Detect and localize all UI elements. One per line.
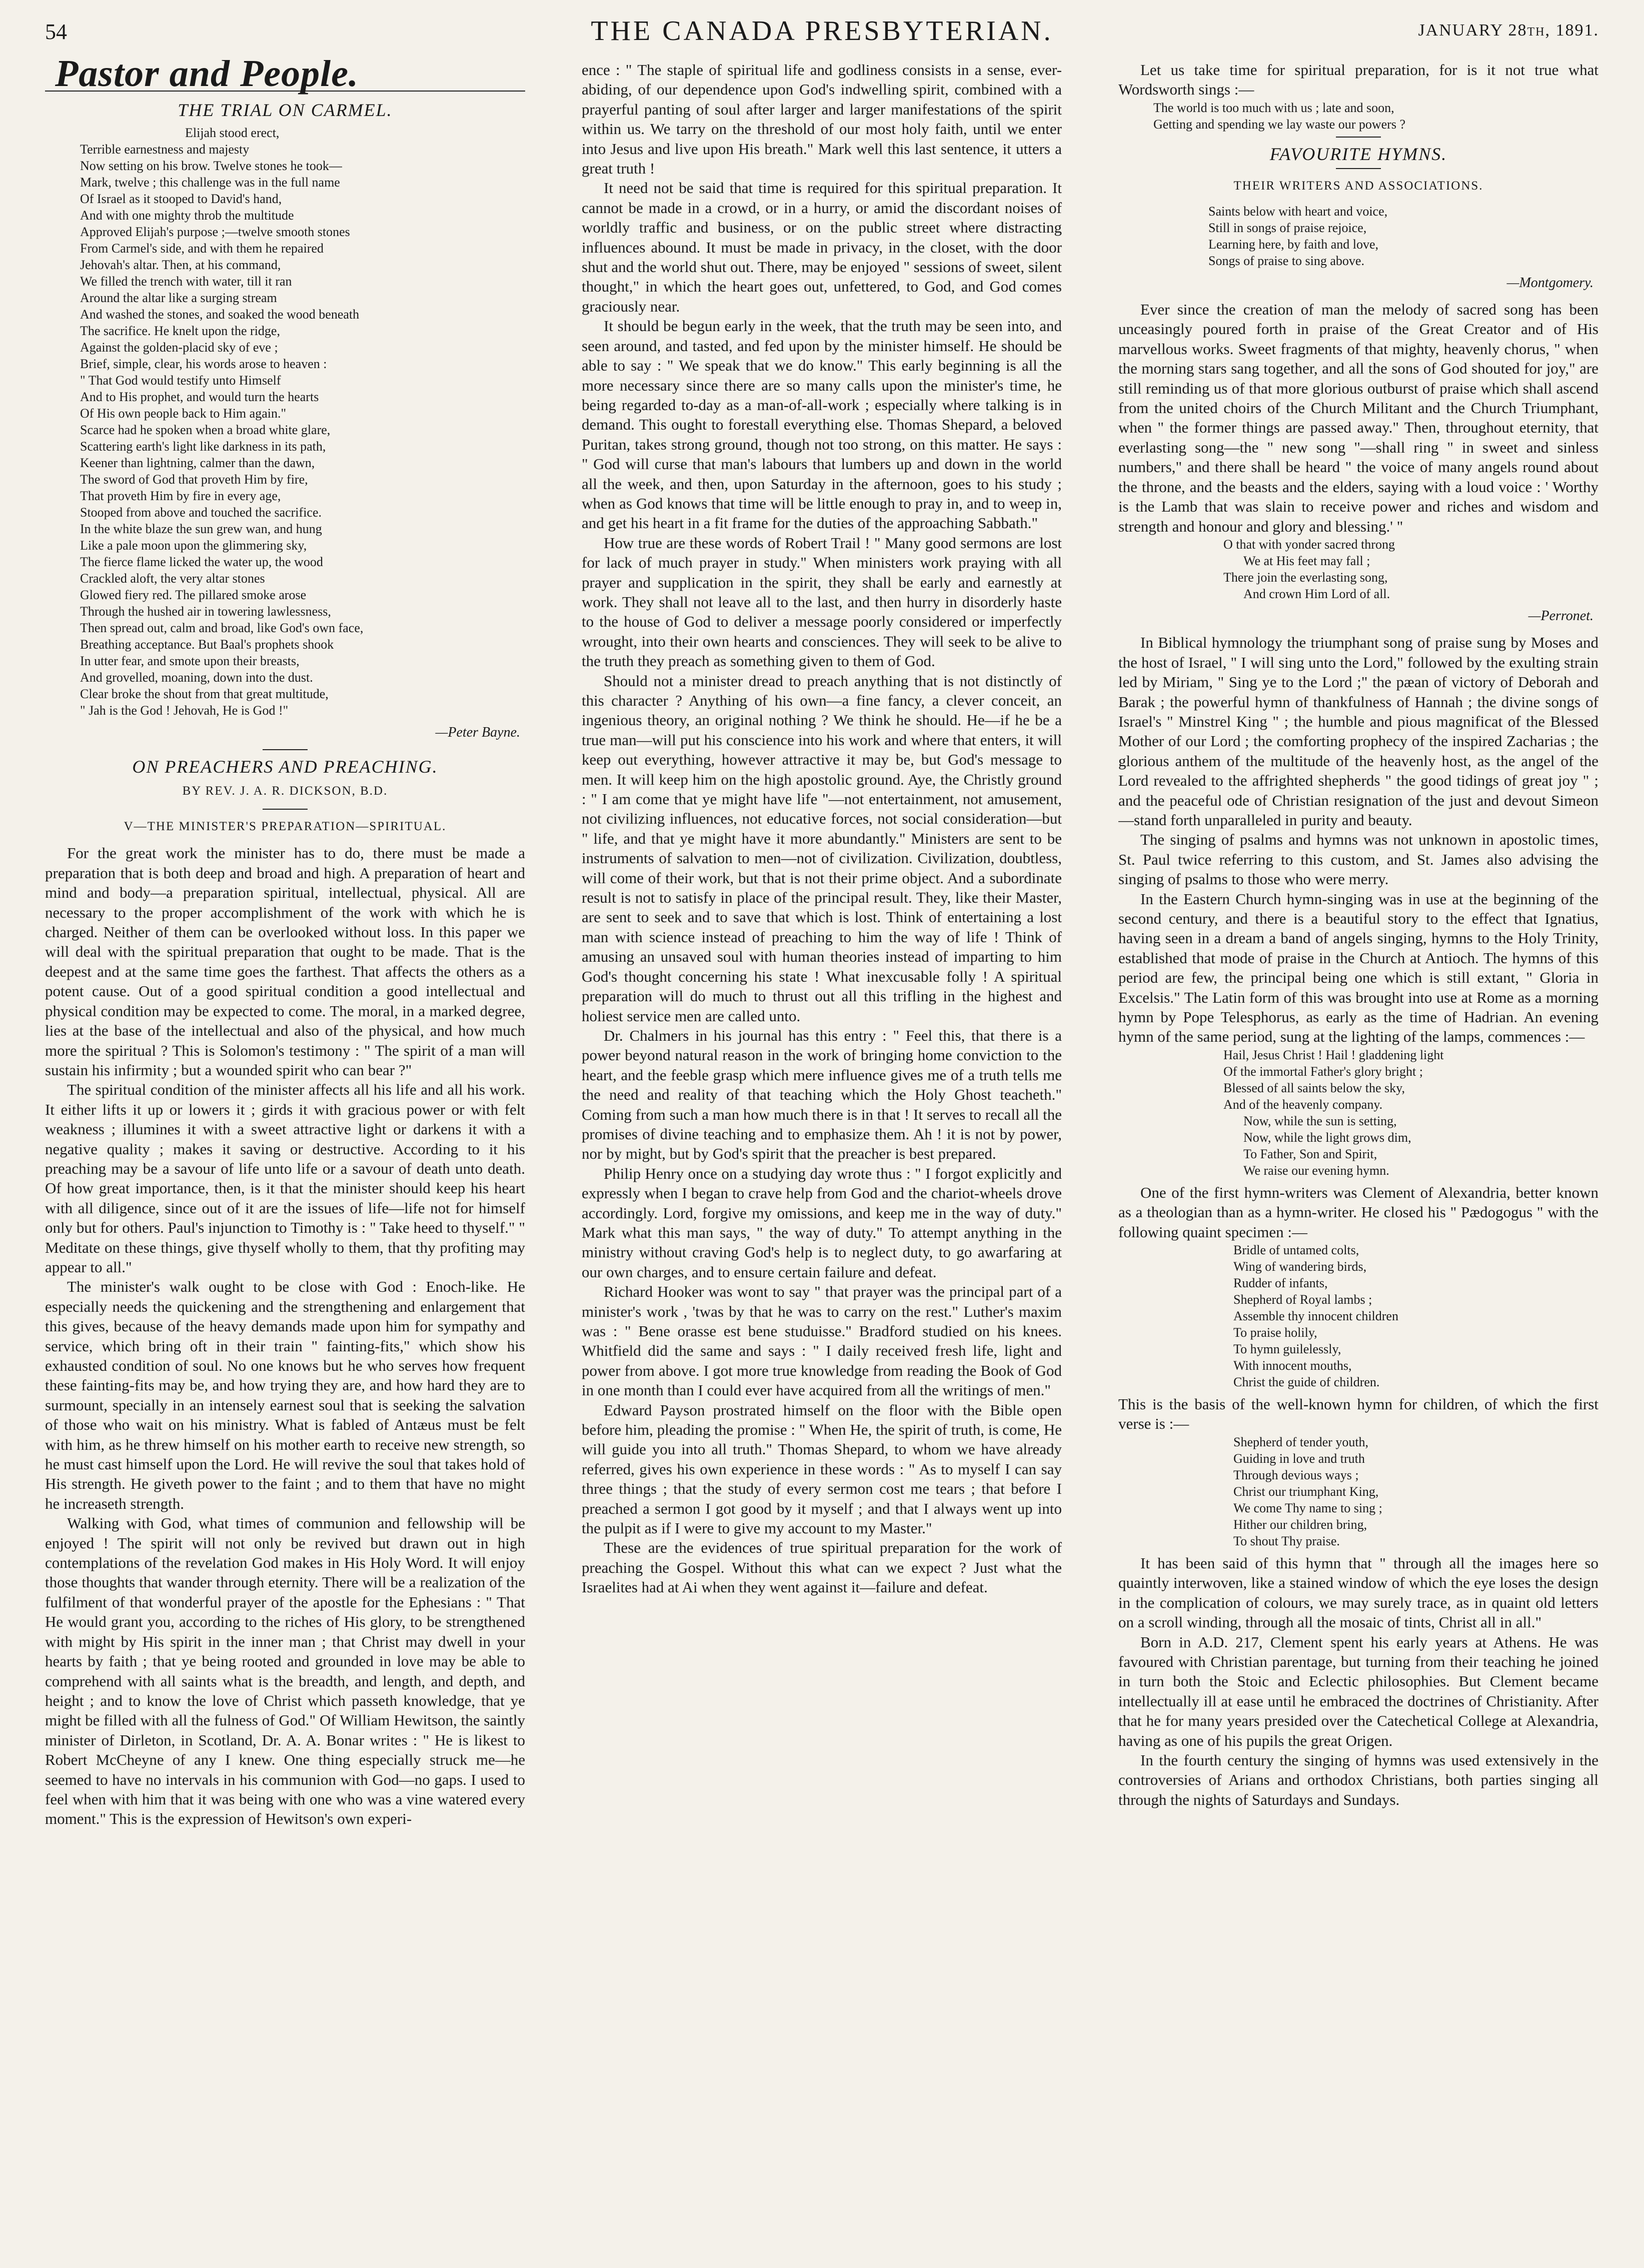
poem-line: To Father, Son and Spirit, [1243, 1146, 1377, 1161]
poem-line: Of the immortal Father's glory bright ; [1223, 1064, 1423, 1079]
quote-attribution: —Perronet. [1528, 608, 1593, 624]
poem-line: Hither our children bring, [1233, 1517, 1367, 1532]
poem-line: We come Thy name to sing ; [1233, 1500, 1382, 1515]
poem-line: Now, while the sun is setting, [1243, 1113, 1397, 1128]
poem-line: Still in songs of praise rejoice, [1208, 220, 1367, 235]
paragraph: This is the basis of the well-known hymn for children, of which the first verse is :— [1118, 1395, 1598, 1433]
poem-line: Keener than lightning, calmer than the dawn, [80, 455, 315, 470]
poem-line: Shepherd of Royal lambs ; [1233, 1292, 1372, 1307]
poem-line: Songs of praise to sing above. [1208, 253, 1364, 268]
poem-line: The fierce flame licked the water up, the wood [80, 554, 323, 569]
poem-line: Scarce had he spoken when a broad white glare, [80, 422, 331, 437]
poem-line: There join the everlasting song, [1223, 570, 1388, 585]
poem-line: Saints below with heart and voice, [1208, 204, 1388, 219]
paragraph: Philip Henry once on a studying day wrote thus : " I forgot explicitly and expressly when I began to crave help from God and the chariot-wheels drove accordingly. Lord, forgive my omissions, and keep me in the way of duty." Mark what this man says, " the way of duty." To attempt anything in the ministry without craving God's help is to neglect duty, to go awarfaring at our own charges, and to ensure certain failure and defeat. [582, 1164, 1062, 1281]
column-1 [45, 60, 525, 2250]
poem-line: And grovelled, moaning, down into the dust. [80, 670, 313, 685]
divider [263, 809, 308, 810]
poem-line: Approved Elijah's purpose ;—twelve smooth stones [80, 224, 350, 239]
poem-line: " That God would testify unto Himself [80, 373, 281, 388]
paragraph: Edward Payson prostrated himself on the floor with the Bible open before him, pleading the promise : " When He, the spirit of truth, is come, He will guide you into all truth." Thomas Shepard, to whom we have already referred, gives his own experience in these words : " As to myself I can say three things ; that the study of every sermon cost me tears ; that before I preached a sermon I got good by it myself ; and that I always went up into the pulpit as if I were to give my account to my Master." [582, 1401, 1062, 1537]
poem-line: Now, while the light grows dim, [1243, 1130, 1411, 1145]
paragraph: The singing of psalms and hymns was not unknown in apostolic times, St. Paul twice referring to this custom, and St. James also advising the singing of psalms to those who were merry. [1118, 831, 1598, 888]
poem-line: Scattering earth's light like darkness in its path, [80, 439, 326, 454]
paragraph: These are the evidences of true spiritual preparation for the work of preaching the Gospel. Without this what can we expect ? Just what the Israelites had at Ai when they went against it—failure and defeat. [582, 1539, 1062, 1596]
paragraph: It need not be said that time is required for this spiritual preparation. It cannot be made in a crowd, or in a hurry, or amid the discordant noises of worldly traffic and business, or on the public street where distracting influences abound. It must be made in privacy, in the closet, with the door shut and the world shut out. There, may be enjoyed " sessions of sweet, silent thought," in which the heart goes out, unfettered, to God, and God comes graciously near. [582, 179, 1062, 315]
poem-line: In utter fear, and smote upon their breasts, [80, 653, 300, 668]
poem-line: That proveth Him by fire in every age, [80, 488, 281, 503]
quote-attribution: —Montgomery. [1506, 275, 1593, 291]
poem-line: Guiding in love and truth [1233, 1451, 1365, 1466]
poem-line: Against the golden-placid sky of eve ; [80, 340, 278, 355]
poem-line: Through the hushed air in towering lawlessness, [80, 604, 331, 619]
poem-line: Breathing acceptance. But Baal's prophets shook [80, 637, 334, 652]
poem-line: Clear broke the shout from that great multitude, [80, 686, 329, 701]
poem-line: From Carmel's side, and with them he repaired [80, 241, 324, 256]
poem-line: Rudder of infants, [1233, 1276, 1328, 1291]
column-3 [1118, 60, 1598, 2250]
poem-line: Stooped from above and touched the sacrifice. [80, 505, 322, 520]
paragraph: The spiritual condition of the minister affects all his life and all his work. It either lifts it up or lowers it ; girds it with gracious power or with felt weakness ; illumines it with a sweet attractive light or darkens it with a negative quality ; makes it saving or destructive. According to it his preaching may be a savour of life unto life or a savour of death unto death. Of how great importance, then, is it that the minister should keep his heart with all diligence, since out of it are the issues of life—life not for himself only but for others. Paul's injunction to Timothy is : " Take heed to thyself." " Meditate on these things, give thyself wholly to them, that thy profiting may appear to all." [45, 1081, 525, 1276]
poem-line: O that with yonder sacred throng [1223, 537, 1395, 552]
poem-line: With innocent mouths, [1233, 1358, 1352, 1373]
poem-line: To praise holily, [1233, 1325, 1317, 1340]
paragraph: Richard Hooker was wont to say " that prayer was the principal part of a minister's work , 'twas by that he was to carry on the rest." Luther's maxim was : " Bene orasse est bene studuisse." Bradford studied on his knees. Whitfield did the same and says : " I daily received fresh life, light and power from above. I got more true knowledge from reading the Book of God in one month than I could ever have acquired from all the writings of men." [582, 1283, 1062, 1399]
poem-line: Assemble thy innocent children [1233, 1309, 1398, 1324]
article-byline: BY REV. J. A. R. DICKSON, B.D. [182, 784, 388, 798]
poem-line: Mark, twelve ; this challenge was in the full name [80, 175, 340, 190]
poem-line: In the white blaze the sun grew wan, and hung [80, 521, 322, 536]
poem-line: " Jah is the God ! Jehovah, He is God !" [80, 703, 289, 718]
poem-title: THE TRIAL ON CARMEL. [178, 100, 393, 121]
issue-date: JANUARY 28th, 1891. [1418, 21, 1599, 40]
poem-line: The sacrifice. He knelt upon the ridge, [80, 323, 280, 338]
divider [1336, 168, 1381, 169]
article-subtitle: V—THE MINISTER'S PREPARATION—SPIRITUAL. [124, 820, 447, 834]
poem-line: Terrible earnestness and majesty [80, 142, 250, 157]
poem-line: We raise our evening hymn. [1243, 1163, 1389, 1178]
article-title: ON PREACHERS AND PREACHING. [132, 757, 438, 777]
paragraph: Walking with God, what times of communion and fellowship will be enjoyed ! The spirit will not only be revived but drawn out in high contemplations of the revelation God makes in His Holy Word. It will enjoy those thoughts that wander through eternity. There will be a realization of the fulfilment of that wonderful prayer of the apostle for the Ephesians : " That He would grant you, according to the riches of His glory, to be strengthened with might by His spirit in the inner man ; that Christ may dwell in your hearts by faith ; that ye being rooted and grounded in love may be able to comprehend with all saints what is the breadth, and length, and depth, and height ; and to know the love of Christ which passeth knowledge, that ye might be filled with all the fulness of God." Of William Hewitson, the saintly minister of Dirleton, in Scotland, Dr. A. A. Bonar writes : " He is likest to Robert McCheyne of any I knew. One thing especially struck me—he seemed to have no intervals in his communion with God—no gaps. I used to feel when with him that it was being with one who was a vine watered every moment." This is the expression of Hewitson's own experi- [45, 1514, 525, 1828]
poem-line: Learning here, by faith and love, [1208, 237, 1379, 252]
poem-line: Blessed of all saints below the sky, [1223, 1080, 1405, 1095]
article-title: FAVOURITE HYMNS. [1269, 144, 1447, 164]
paragraph: It has been said of this hymn that " through all the images here so quaintly interwoven, like a stained window of which the eye loses the design in the complication of colours, we may surely trace, as in quaint old letters on a scroll winding, through all the mosaic of tints, Christ all in all." [1118, 1554, 1598, 1631]
paragraph: Let us take time for spiritual preparation, for is it not true what Wordsworth sings :— [1118, 61, 1598, 99]
quote-montgomery [1118, 203, 1598, 269]
poem-line: And crown Him Lord of all. [1243, 586, 1390, 601]
paragraph: In the fourth century the singing of hymns was used extensively in the controversies of Arians and orthodox Christians, both parties singing all through the nights of Saturdays and Sundays. [1118, 1751, 1598, 1808]
poem-line: Wing of wandering birds, [1233, 1259, 1367, 1274]
poem-line: The world is too much with us ; late and soon, [1153, 100, 1394, 115]
quote-perronet [1118, 536, 1598, 602]
paragraph: It should be begun early in the week, that the truth may be seen into, and seen around, and tasted, and fed upon by the minister himself. He should be able to say : " We speak that we do know." This early beginning is all the more necessary since there are so many calls upon the minister's time, he being regarded to-day as a man-of-all-work ; especially where talking is in demand. This ought to forestall everything else. Thomas Shepard, a beloved Puritan, takes strong ground, though not too strong, on this matter. He says : " God will curse that man's labours that lumbers up and down in the world all the week, and then, upon Saturday in the afternoon, goes to his study ; when as God knows that time will be little enough to pray in, and to weep in, and get his heart in a fit frame for the duties of the approaching Sabbath." [582, 317, 1062, 532]
poem-line: To hymn guilelessly, [1233, 1342, 1341, 1357]
paragraph: The minister's walk ought to be close with God : Enoch-like. He especially needs the quickening and the strengthening and enlargement that this gives, because of the heavy demands made upon him for sympathy and service, which bring oft in their train " fainting-fits," which show his exhausted condition of soul. No one knows but he who serves how frequent these fainting-fits may be, and how trying they are, and how hard they are to surmount, specially in an intensely earnest soul that is seeking the salvation of those who wait on his ministry. What is fabled of Antæus must be felt with him, as he threw himself on his mother earth to receive new strength, so he must cast himself upon the Lord. He will revive the soul that takes hold of His strength. He giveth power to the faint ; and to them that have no might he increaseth strength. [45, 1278, 525, 1512]
poem-line: Christ our triumphant King, [1233, 1484, 1379, 1499]
paragraph: Should not a minister dread to preach anything that is not distinctly of this character ? Anything of his own—a fine fancy, a clever conceit, an ingenious theory, an original nothing ? We think he should. He—if he be a true man—will put his conscience into his work and where that enters, it will keep out everything, however attractive it may be, but God's message to men. It will keep him on the high apostolic ground. Aye, the Christly ground : " I am come that ye might have life "—not entertainment, not amusement, not civilizing influences, not educative forces, not social consideration—but " life, and that ye might have it more abundantly." Ministers are sent to be instruments of salvation to men—not of civilization. Civilization, doubtless, will come of their work, but that is not their prime object. And a subordinate result is not to satisfy in place of the principal result. They, like their Master, are sent to seek and to save that which is lost. Think of entertaining a lost man with science instead of preaching to him the way of life ! Think of amusing an unsaved soul with human theories instead of imparting to him God's thought concerning his state ! What inexcusable folly ! A spiritual preparation will do much to thrust out all this trifling in the highest and holiest service men are called unto. [582, 672, 1062, 1025]
paragraph: Dr. Chalmers in his journal has this entry : " Feel this, that there is a power beyond natural reason in the work of bringing home conviction to the heart, and the feeble grasp which mere influence gives me of a truth tells me the need and reality of that teaching which the Holy Ghost teacheth." Coming from such a man how much there is in that ! It serves to recall all the promises of divine teaching and to emphasize them. Ah ! it is not by power, nor by might, but by God's spirit that the preacher is best prepared. [582, 1026, 1062, 1163]
paragraph: In Biblical hymnology the triumphant song of praise sung by Moses and the host of Israel, " I will sing unto the Lord," followed by the exulting strain led by Miriam, " Sing ye to the Lord ;" the pæan of victory of Deborah and Barak ; the powerful hymn of thankfulness of Hannah ; the divine songs of Israel's " Minstrel King " ; the humble and pious magnificat of the Blessed Mother of our Lord ; the comforting prophecy of the inspired Zacharias ; the glorious anthem of the multitude of the heavenly host, as the angel of the Lord revealed to the affrighted shepherds " the good tidings of great joy " ; and the peaceful ode of Christian resignation of the just and devout Simeon—stand forth unparalleled in purity and beauty. [1118, 634, 1598, 829]
quote-clement [1118, 1242, 1598, 1390]
poem-line: To shout Thy praise. [1233, 1533, 1340, 1548]
column-2 [582, 60, 1062, 2250]
poem-line: Through devious ways ; [1233, 1467, 1359, 1482]
paragraph: For the great work the minister has to do, there must be made a preparation that is both deep and broad and high. A preparation of heart and mind and body—a preparation spiritual, intellectual, physical. All are necessary to the proper accomplishment of the work with which he is charged. Neither of them can be overlooked without loss. In this paper we will deal with the spiritual preparation that ought to be made. That is the deepest and at the same time goes the farthest. That affects the others as a potent cause. Out of a good spiritual condition a good intellectual and physical condition may be expected to come. The moral, in a marked degree, lies at the base of the intellectual and also of the physical, and how much more the spiritual ? This is Solomon's testimony : " The spirit of a man will sustain his infirmity ; but a wounded spirit who can bear ?" [45, 844, 525, 1079]
poem-line: Shepherd of tender youth, [1233, 1434, 1369, 1449]
poem-line: Of Israel as it stooped to David's hand, [80, 191, 282, 206]
poem-line: Around the altar like a surging stream [80, 290, 277, 305]
poem-line: Bridle of untamed colts, [1233, 1243, 1359, 1258]
department-title: Pastor and People. [55, 60, 359, 95]
poem-line: Now setting on his brow. Twelve stones he took— [80, 158, 342, 173]
poem-line: Christ the guide of children. [1233, 1375, 1380, 1390]
poem-line: Then spread out, calm and broad, like God's own face, [80, 620, 364, 635]
paragraph: Born in A.D. 217, Clement spent his early years at Athens. He was favoured with Christian parentage, but turning from their teaching he joined in turn both the Stoic and Eclectic philosophies. But Clement became intellectually ill at ease until he embraced the doctrines of Christianity. After that he for many years presided over the Catechetical College at Alexandria, having as one of his pupils the great Origen. [1118, 1633, 1598, 1749]
poem-line: Brief, simple, clear, his words arose to heaven : [80, 356, 327, 371]
article-subtitle: THEIR WRITERS AND ASSOCIATIONS. [1233, 179, 1483, 193]
paragraph: One of the first hymn-writers was Clement of Alexandria, better known as a theologian than as a hymn-writer. He closed his " Pædogogus " with the following quaint specimen :— [1118, 1183, 1598, 1241]
paragraph: Ever since the creation of man the melody of sacred song has been unceasingly poured forth in praise of the Great Creator and of His marvellous works. Sweet fragments of that mighty, heavenly chorus, " when the morning stars sang together, and all the sons of God shouted for joy," are still reminding us of that more glorious outburst of praise which shall ascend from the united choirs of the Church Militant and the Church Triumphant, when " the former things are passed away." Then, throughout eternity, that everlasting song—the " new song "—shall ring " in sweet and sinless numbers," and there shall be heard " the voice of many angels round about the throne, and the beasts and the elders, saying with a loud voice : ' Worthy is the Lamb that was slain to receive power and riches and wisdom and strength and honour and glory and blessing.' " [1118, 301, 1598, 535]
poem-line: And washed the stones, and soaked the wood beneath [80, 307, 360, 322]
poem-line: The sword of God that proveth Him by fire, [80, 472, 308, 487]
poem-line: Hail, Jesus Christ ! Hail ! gladdening light [1223, 1047, 1444, 1062]
poem-line: Elijah stood erect, [185, 125, 280, 140]
paragraph: In the Eastern Church hymn-singing was in use at the beginning of the second century, and there is a beautiful story to the effect that Ignatius, having seen in a dream a band of angels singing, hymns to the Holy Trinity, established that mode of praise in the Church at Antioch. The hymns of this period are few, the principal being one which is still extant, " Gloria in Excelsis." The Latin form of this was brought into use at Rome as a morning hymn by Pope Telesphorus, as early as the time of Hadrian. An evening hymn of the same period, sung at the lighting of the lamps, commences :— [1118, 890, 1598, 1046]
poem-line: Glowed fiery red. The pillared smoke arose [80, 587, 307, 602]
poem-line: Of His own people back to Him again." [80, 406, 287, 421]
page-number: 54 [45, 20, 67, 44]
poem-attribution: —Peter Bayne. [435, 724, 520, 740]
divider [1336, 137, 1381, 138]
divider [263, 749, 308, 750]
poem-line: And to His prophet, and would turn the hearts [80, 389, 319, 404]
poem-line: Jehovah's altar. Then, at his command, [80, 257, 281, 272]
quote-shepherd-hymn [1118, 1434, 1598, 1549]
poem-line: Getting and spending we lay waste our powers ? [1153, 117, 1405, 132]
masthead: THE CANADA PRESBYTERIAN. [591, 16, 1053, 47]
paragraph: ence : " The staple of spiritual life and godliness consists in a sense, ever-abiding, of our dependence upon God's indwelling spirit, combined with a prayerful panting of soul after larger and larger manifestations of the spirit within us. We tarry on the threshold of our most holy faith, until we enter into Jesus and live upon His breath." Mark well this last sentence, it utters a great truth ! [582, 61, 1062, 178]
poem-trial-on-carmel [45, 125, 525, 719]
quote-wordsworth [1118, 100, 1598, 133]
poem-line: We at His feet may fall ; [1243, 553, 1370, 568]
poem-line: Crackled aloft, the very altar stones [80, 571, 265, 586]
poem-line: We filled the trench with water, till it ran [80, 274, 292, 289]
paragraph: How true are these words of Robert Trail ! " Many good sermons are lost for lack of much prayer in study." When ministers work praying with all prayer and supplication in the spirit, they shall be early and earnestly at work. They shall not leave all to the last, and then hurry in disorderly haste to the house of God to deliver a message poorly considered or imperfectly wrought, into their own hearts and consciences. They will seek to be alive to the truth they preach as something given to them of God. [582, 534, 1062, 670]
poem-line: And of the heavenly company. [1223, 1097, 1383, 1112]
poem-line: And with one mighty throb the multitude [80, 208, 294, 223]
page-header [45, 15, 1599, 45]
quote-evening-hymn [1118, 1047, 1598, 1179]
poem-line: Like a pale moon upon the glimmering sky, [80, 538, 307, 553]
